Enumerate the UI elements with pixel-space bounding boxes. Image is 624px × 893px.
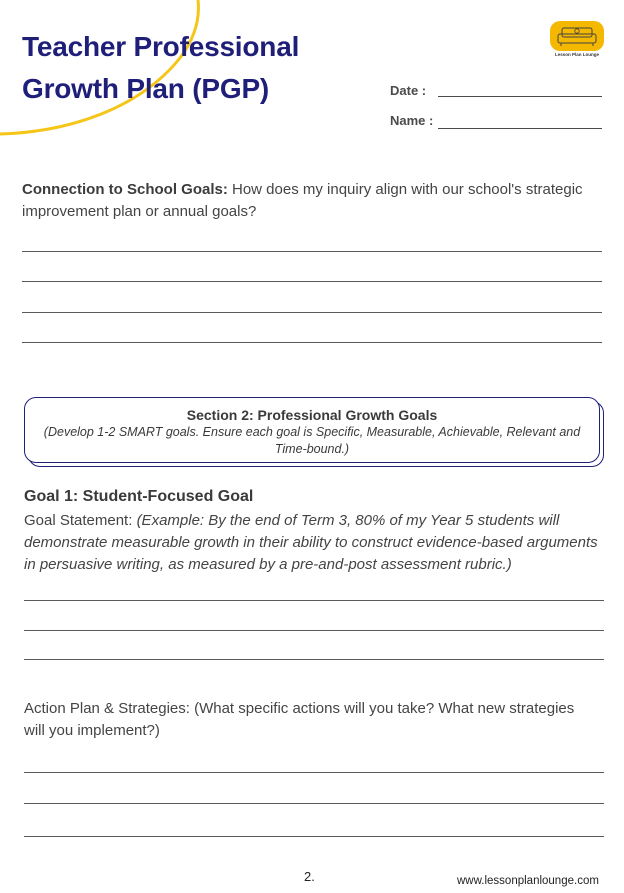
title-line-2: Growth Plan (PGP) xyxy=(22,73,270,104)
section-2-box xyxy=(24,397,600,463)
connection-text: How does my inquiry align with our school's strategic improvement plan or annual goals? xyxy=(22,181,583,220)
answer-line[interactable] xyxy=(22,281,602,282)
answer-line[interactable] xyxy=(24,836,604,837)
title-line-1: Teacher Professional xyxy=(22,31,300,62)
answer-line[interactable] xyxy=(24,803,604,804)
answer-line[interactable] xyxy=(24,630,604,631)
logo-text: Lesson Plan Lounge xyxy=(554,52,599,57)
goal-statement xyxy=(24,510,608,576)
date-field[interactable] xyxy=(438,95,602,97)
answer-line[interactable] xyxy=(22,251,602,252)
name-field[interactable] xyxy=(438,127,602,129)
sofa-icon xyxy=(548,20,606,52)
connection-question xyxy=(22,179,592,223)
goal-statement-example: (Example: By the end of Term 3, 80% of my Year 5 students will demonstrate measurable growth in their ability to construct evidence-based arguments in persuasive writing, as measured by a pre-and-post assessment rubric.) xyxy=(24,512,598,573)
answer-line[interactable] xyxy=(22,342,602,343)
date-label: Date : xyxy=(390,83,427,98)
answer-line[interactable] xyxy=(22,312,602,313)
website-link[interactable]: www.lessonplanlounge.com xyxy=(457,875,599,887)
page-title xyxy=(22,26,362,110)
name-label: Name : xyxy=(390,113,434,128)
answer-line[interactable] xyxy=(24,600,604,601)
page-number: 2. xyxy=(304,869,315,884)
connection-label: Connection to School Goals: xyxy=(22,181,228,198)
section-2-subtitle: (Develop 1-2 SMART goals. Ensure each goal is Specific, Measurable, Achievable, Relevant and Time-bound.) xyxy=(43,425,581,456)
brand-logo xyxy=(548,20,606,57)
section-2-title: Section 2: Professional Growth Goals xyxy=(186,407,438,423)
answer-line[interactable] xyxy=(24,659,604,660)
answer-line[interactable] xyxy=(24,772,604,773)
goal-1-heading: Goal 1: Student-Focused Goal xyxy=(24,488,254,505)
goal-statement-label: Goal Statement: xyxy=(24,512,137,529)
action-plan-prompt: Action Plan & Strategies: (What specific actions will you take? What new strategies will you implement?) xyxy=(24,700,575,739)
